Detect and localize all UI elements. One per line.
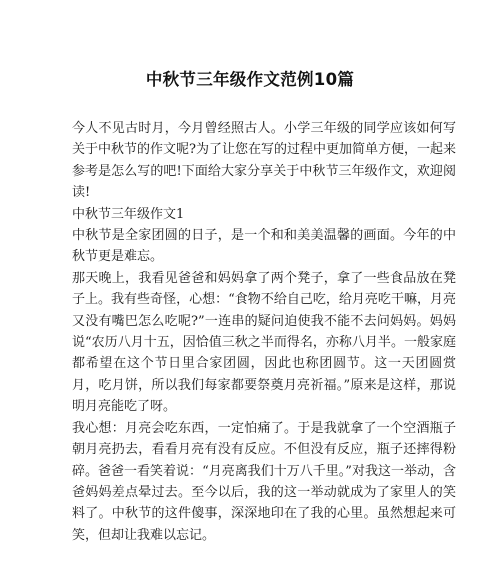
essay-heading: 中秋节三年级作文1 (72, 206, 185, 222)
essay-paragraph: 那天晚上，我看见爸爸和妈妈拿了两个凳子，拿了一些食品放在凳子上。我有些奇怪，心想：“食物不给自己吃，给月亮吃干嘛，月亮又没有嘴巴怎么吃呢?”一连串的疑问迫使我不能不去问妈妈。妈妈说“农历八月十五，因恰值三秋之半而得名，亦称八月半。一般家庭都希望在这个节日里合家团圆，因此也称团圆节。这一天团圆赏月，吃月饼，所以我们每家都要祭奠月亮祈福。”原来是这样，那说明月亮能吃了呀。 (72, 270, 456, 415)
intro-paragraph: 今人不见古时月，今月曾经照古人。小学三年级的同学应该如何写关于中秋节的作文呢?为了让您在写的过程中更加简单方便，一起来参考是怎么写的吧!下面给大家分享关于中秋节三年级作文，欢迎阅读! (72, 121, 456, 201)
essay-paragraph: 中秋节是全家团圆的日子，是一个和和美美温馨的画面。今年的中秋节更是难忘。 (72, 228, 456, 265)
document-title: 中秋节三年级作文范例10篇 (145, 70, 355, 89)
document-body (72, 118, 456, 546)
essay-paragraph: 我心想：月亮会吃东西，一定怕痛了。于是我就拿了一个空酒瓶子朝月亮扔去，看看月亮有没有反应。不但没有反应，瓶子还摔得粉碎。爸爸一看笑着说：“月亮离我们十万八千里。”对我这一举动，含爸妈妈差点晕过去。至今以后，我的这一举动就成为了家里人的笑料了。中秋节的这件傻事，深深地印在了我的心里。虽然想起来可笑，但却让我难以忘记。 (72, 420, 456, 543)
